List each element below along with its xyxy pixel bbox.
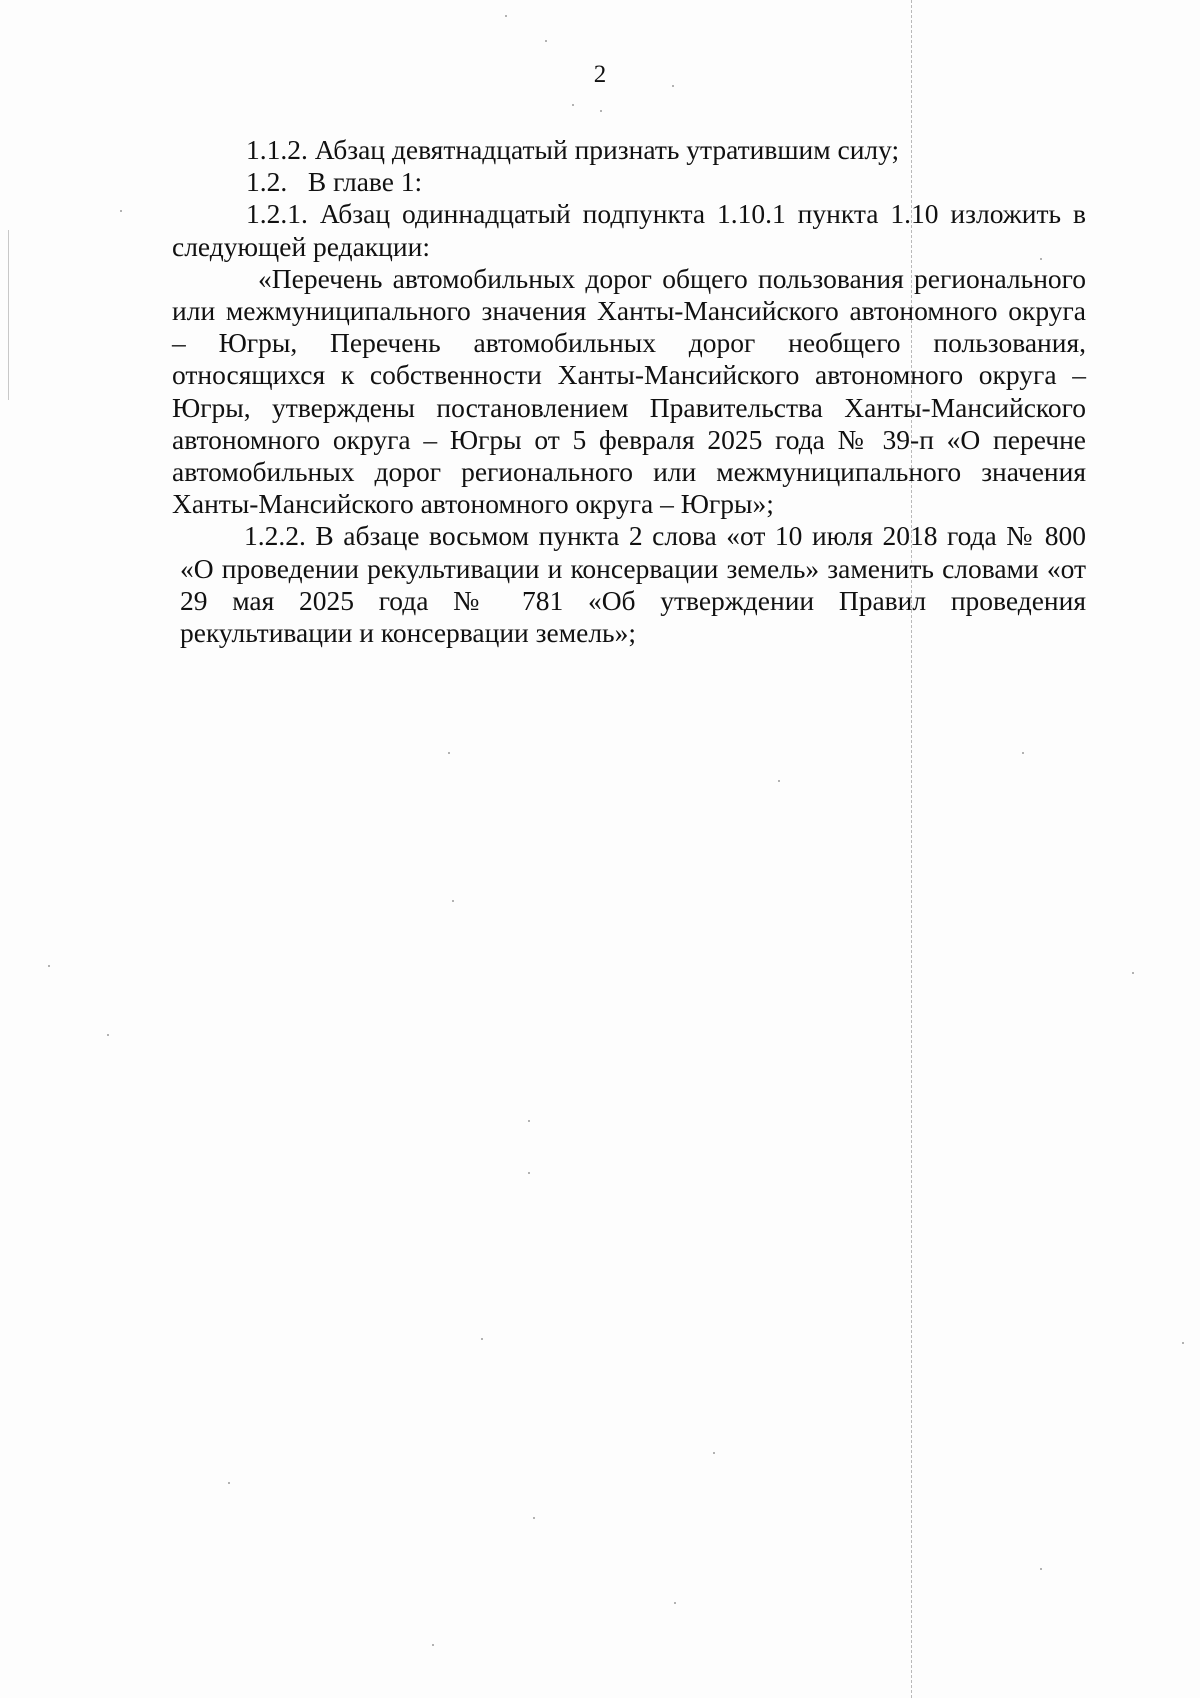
scan-speck xyxy=(120,210,122,212)
scan-speck xyxy=(672,85,674,87)
paragraph-1-2: 1.2. В главе 1: xyxy=(246,166,423,198)
scan-speck xyxy=(545,40,547,42)
scan-speck xyxy=(572,104,574,106)
page-number: 2 xyxy=(593,61,607,88)
scan-speck xyxy=(452,900,454,902)
paragraph-1-2-1: 1.2.1. Абзац одиннадцатый подпункта 1.10.1 пункта 1.10 изложить в следующей редакции: xyxy=(172,198,1086,262)
scan-speck xyxy=(713,1452,715,1454)
scan-speck xyxy=(1182,1342,1184,1344)
scan-speck xyxy=(674,1602,676,1604)
scan-speck xyxy=(107,1034,109,1036)
scan-speck xyxy=(600,110,602,112)
paragraph-1-2-2: 1.2.2. В абзаце восьмом пункта 2 слова «от 10 июля 2018 года № 800 «О проведении рекультивации и консервации земель» заменить словами «от 29 мая 2025 года № 781 «Об утверждении Правил проведения рекультивации и консервации земель»; xyxy=(180,520,1086,649)
scan-speck xyxy=(1040,258,1042,260)
scan-speck xyxy=(505,15,507,17)
document-body xyxy=(172,134,1086,649)
scan-speck xyxy=(528,1172,530,1174)
scan-speck xyxy=(1022,752,1024,754)
scan-edge-mark xyxy=(8,230,9,400)
scan-speck xyxy=(1040,1568,1042,1570)
scan-speck xyxy=(528,1120,530,1122)
scan-speck xyxy=(432,1644,434,1646)
paragraph-1-1-2: 1.1.2. Абзац девятнадцатый признать утратившим силу; xyxy=(246,134,900,165)
scan-speck xyxy=(778,780,780,782)
scan-speck xyxy=(1132,972,1134,974)
scan-speck xyxy=(48,965,50,967)
paragraph-quoted-text: «Перечень автомобильных дорог общего пользования регионального или межмуниципального значения Ханты-Мансийского автономного округа – Югры, Перечень автомобильных дорог необщего пользования, относящихся к собственности Ханты-Мансийского автономного округа – Югры, утверждены постановлением Правительства Ханты-Мансийского автономного округа – Югры от 5 февраля 2025 года № 39-п «О перечне автомобильных дорог регионального или межмуниципального значения Ханты-Мансийского автономного округа – Югры»; xyxy=(172,262,1086,520)
scan-speck xyxy=(448,752,450,754)
scan-speck xyxy=(228,1482,230,1484)
scan-speck xyxy=(481,1338,483,1340)
scan-speck xyxy=(533,1517,535,1519)
